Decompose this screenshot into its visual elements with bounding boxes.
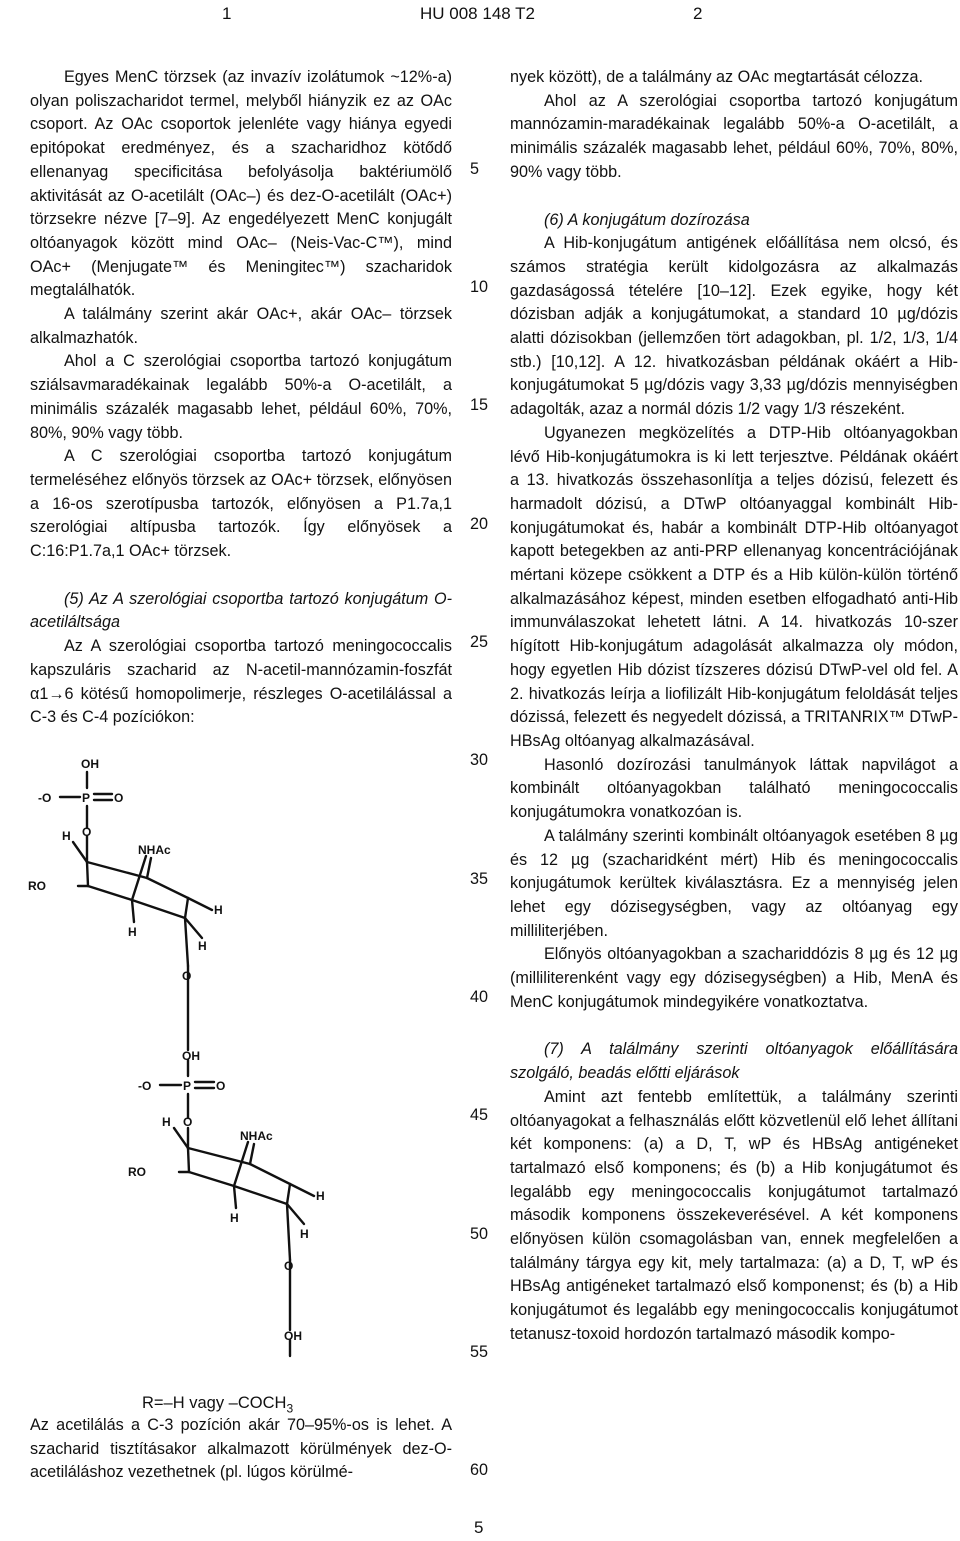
paragraph: Ugyanezen megközelítés a DTP-Hib oltóanyagokban lévő Hib-konjugátumokra is ki lett terjesztve. Példának okáért a 13. hivatkozás összehasonlítja a teljes dózisú, felezett és harmadolt dózisú, a DTwP oltóanyaggal kombinált Hib-konjugátumokat és, habár a kombinált DTP-Hib oltóanyagot kapott betegekben az anti-PRP ellenanyag koncentrációjának mértani közepe csökkent a DTP és a Hib külön-külön történő alkalmazásához képest, minden esetben elfogadható anti-Hib immunválaszokat lehetett látni. A 14. hivatkozás 10-szer hígított Hib-konjugátum adagolását alkalmazza oly módon, hogy egyetlen Hib dózist tízszeres dózisú DTwP-vel old fel. A 2. hivatkozás leírja a liofilizált Hib-konjugátum feloldását teljes dózissá, felezett és negyedelt dózissá, a TRITANRIX™ DTwP-HBsAg oltóanyag alkalmazásával. bbox=[510, 423, 958, 750]
r-label-subscript: 3 bbox=[286, 1401, 294, 1416]
line-number: 60 bbox=[470, 1461, 489, 1479]
label-o: O bbox=[216, 1079, 226, 1093]
right-column bbox=[510, 66, 958, 1347]
label-oh: OH bbox=[81, 757, 99, 771]
paragraph: Hasonló dozírozási tanulmányok láttak napvilágot a kombinált oltóanyagokban található meningococcalis konjugátumokra vonatkozóan is. bbox=[510, 755, 958, 822]
label-o-minus: -O bbox=[38, 791, 52, 805]
label-h: H bbox=[128, 925, 137, 939]
line-number: 10 bbox=[470, 278, 489, 296]
formula-caption bbox=[30, 1414, 452, 1485]
paragraph: A találmány szerint akár OAc+, akár OAc– törzsek alkalmazhatók. bbox=[30, 305, 452, 347]
label-ro: RO bbox=[28, 879, 46, 893]
section-heading: (6) A konjugátum dozírozása bbox=[544, 210, 750, 229]
label-ro: RO bbox=[128, 1165, 146, 1179]
paragraph: Az A szerológiai csoportba tartozó meningococcalis kapszuláris szacharid az N-acetil-mannózamin-foszfát α1→6 kötésű homopolimerje, részleges O-acetilálással a C-3 és C-4 pozíciókon: bbox=[30, 637, 452, 727]
line-number: 50 bbox=[470, 1225, 489, 1243]
paragraph: A C szerológiai csoportba tartozó konjugátum termeléséhez előnyös törzsek az OAc+ törzsek, előnyösen a 16-os szerotípusba tartozók, előnyösen a P1.7a,1 szerológiai altípusba tartozók. Így előnyösek a C:16:P1.7a,1 OAc+ törzsek. bbox=[30, 447, 452, 561]
label-nhac: NHAc bbox=[240, 1129, 273, 1143]
label-h: H bbox=[162, 1115, 171, 1129]
line-number: 45 bbox=[470, 1106, 489, 1124]
label-o: O bbox=[182, 969, 192, 983]
line-number: 35 bbox=[470, 870, 489, 888]
footer-page-number: 5 bbox=[474, 1518, 484, 1537]
structural-formula bbox=[28, 750, 428, 1375]
label-oh: OH bbox=[182, 1049, 200, 1063]
paragraph: Amint azt fentebb említettük, a találmány szerinti oltóanyagokat a felhasználás előtt közvetlenül elő lehet állítani két komponens: (a) a D, T, wP és HBsAg antigéneket tartalmazó első komponens; és (b) a Hib konjugátumot és legalább egy meningococcalis konjugátumot tartalmazó második komponens összekeverésével. A két komponens előnyösen külön csomagolásban van, ennek megfelelően a találmány tárgya egy kit, mely tartalmaza: (a) a D, T, wP és HBsAg antigéneket tartalmazó első komponenst; és (b) a Hib konjugátumot és legalább egy meningococcalis konjugátumot tetanusz-toxoid hordozón tartalmazó második kompo- bbox=[510, 1087, 958, 1343]
label-o: O bbox=[82, 825, 92, 839]
paragraph: Ahol az A szerológiai csoportba tartozó konjugátum mannózamin-maradékainak legalább 50%-a O-acetilált, a minimális százalék magasabb lehet, például 60%, 70%, 80%, 90% vagy több. bbox=[510, 91, 958, 181]
line-number: 15 bbox=[470, 396, 489, 414]
left-column bbox=[30, 66, 452, 730]
label-h: H bbox=[230, 1211, 239, 1225]
label-o: O bbox=[183, 1115, 193, 1129]
section-heading: (7) A találmány szerinti oltóanyagok előállítására szolgáló, beadás előtti eljárások bbox=[510, 1040, 958, 1083]
r-group-definition bbox=[142, 1394, 293, 1415]
label-nhac: NHAc bbox=[138, 843, 171, 857]
patent-number: HU 008 148 T2 bbox=[420, 4, 535, 23]
line-number: 40 bbox=[470, 988, 489, 1006]
label-o-minus: -O bbox=[138, 1079, 152, 1093]
label-h: H bbox=[300, 1227, 309, 1241]
formula-drawing bbox=[28, 750, 428, 1375]
label-o: O bbox=[114, 791, 124, 805]
paragraph: nyek között), de a találmány az OAc megtartását célozza. bbox=[510, 68, 923, 86]
paragraph: A Hib-konjugátum antigének előállítása nem olcsó, és számos stratégia került kidolgozásra az alkalmazás gazdaságossá tételére [10–12]. Ezek egyike, hogy két dózisban adják a konjugátumokat, a standard 10 µg/dózis alatti dózisokban (jellemzően tört adagokban, pl. 1/2, 1/3, 1/4 stb.) [10,12]. A 12. hivatkozásban példának okáért a Hib-konjugátumokat 5 µg/dózis vagy 3,33 µg/dózis mennyiségben adagolták, azaz a normál dózis 1/2 vagy 1/3 részeként. bbox=[510, 234, 958, 419]
label-oh: OH bbox=[284, 1329, 302, 1343]
label-o: O bbox=[284, 1259, 294, 1273]
label-p: P bbox=[183, 1079, 192, 1093]
left-page-number: 1 bbox=[222, 4, 232, 23]
paragraph: Egyes MenC törzsek (az invazív izolátumok ~12%-a) olyan poliszacharidot termel, melyből hiányzik ez az OAc csoport. Az OAc csoportok jelenléte vagy hiánya egyedi epitópokat eredményez, és a szacharidhoz kötődő ellenanyag specificitása befolyásolja baktériumölő aktivitását az O-acetilált (OAc–) és dez-O-acetilált (OAc+) törzsekre nézve [7–9]. Az engedélyezett MenC konjugált oltóanyagok között mind OAc– (Neis-Vac-C™), mind OAc+ (Menjugate™ és Meningitec™) szacharidok megtalálhatók. bbox=[30, 68, 452, 300]
paragraph: Előnyös oltóanyagokban a szachariddózis 8 µg és 12 µg (milliliterenként vagy egy dózisegységben) a Hib, MenA és MenC konjugátumok mindegyikére vonatkoztatva. bbox=[510, 945, 958, 1011]
right-page-number: 2 bbox=[693, 4, 703, 23]
label-h: H bbox=[62, 829, 71, 843]
line-number: 55 bbox=[470, 1343, 489, 1361]
label-h: H bbox=[316, 1189, 325, 1203]
line-number: 25 bbox=[470, 633, 489, 651]
line-number: 5 bbox=[470, 160, 480, 178]
paragraph: Az acetilálás a C-3 pozíción akár 70–95%-os is lehet. A szacharid tisztításakor alkalmazott körülmények dez-O-acetiláláshoz vezethetnek (pl. lúgos körülmé- bbox=[30, 1416, 452, 1482]
label-h: H bbox=[214, 903, 223, 917]
r-label-main: R=–H vagy –COCH bbox=[142, 1394, 287, 1412]
label-h: H bbox=[198, 939, 207, 953]
label-p: P bbox=[82, 791, 91, 805]
line-number: 20 bbox=[470, 515, 489, 533]
line-number: 30 bbox=[470, 751, 489, 769]
section-heading: (5) Az A szerológiai csoportba tartozó konjugátum O-acetiláltsága bbox=[30, 589, 452, 632]
paragraph: Ahol a C szerológiai csoportba tartozó konjugátum sziálsavmaradékainak legalább 50%-a O-acetilált, a minimális százalék magasabb lehet, például 60%, 70%, 80%, 90% vagy több. bbox=[30, 352, 452, 442]
paragraph: A találmány szerinti kombinált oltóanyagok esetében 8 µg és 12 µg (szacharidként mért) Hib és meningococcalis konjugátumok kerültek kiválasztásra. Ez a mennyiség jelen lehet egy dózisegységben, vagy az oltóanyag egy milliliterjében. bbox=[510, 826, 958, 940]
